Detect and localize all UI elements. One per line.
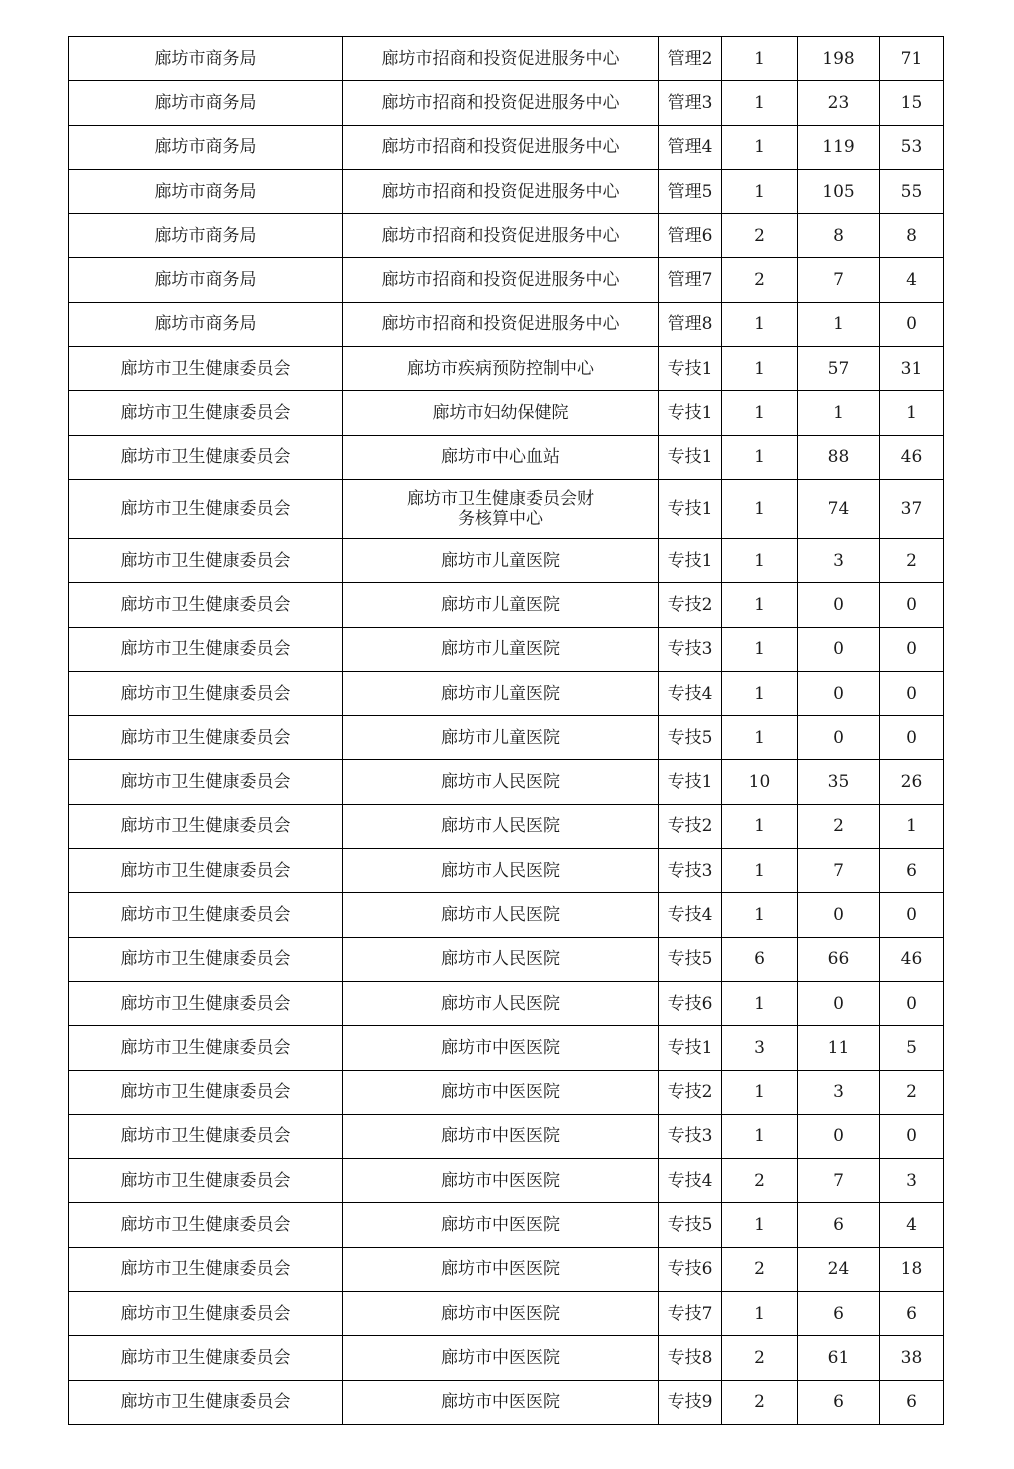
hiring-count-cell: 1 — [722, 435, 798, 479]
hiring-count-cell: 1 — [722, 391, 798, 435]
table-row — [69, 37, 944, 81]
position-code-cell: 专技3 — [659, 1114, 722, 1158]
department-cell: 廊坊市卫生健康委员会 — [69, 804, 343, 848]
approved-count-cell: 38 — [880, 1336, 944, 1380]
table-row — [69, 937, 944, 981]
position-code-cell: 专技1 — [659, 391, 722, 435]
table-row — [69, 1114, 944, 1158]
approved-count-cell: 0 — [880, 893, 944, 937]
hiring-count-cell: 1 — [722, 347, 798, 391]
position-code-cell: 专技2 — [659, 1070, 722, 1114]
unit-cell: 廊坊市中医医院 — [343, 1159, 659, 1203]
table-row — [69, 435, 944, 479]
unit-cell: 廊坊市人民医院 — [343, 760, 659, 804]
hiring-count-cell: 2 — [722, 214, 798, 258]
applicant-count-cell: 1 — [798, 302, 880, 346]
registration-table — [68, 36, 944, 1425]
applicant-count-cell: 0 — [798, 893, 880, 937]
position-code-cell: 专技1 — [659, 538, 722, 582]
approved-count-cell: 5 — [880, 1026, 944, 1070]
hiring-count-cell: 1 — [722, 1292, 798, 1336]
department-cell: 廊坊市卫生健康委员会 — [69, 1070, 343, 1114]
unit-cell: 廊坊市中心血站 — [343, 435, 659, 479]
position-code-cell: 专技1 — [659, 1026, 722, 1070]
hiring-count-cell: 2 — [722, 1380, 798, 1424]
hiring-count-cell: 1 — [722, 1203, 798, 1247]
department-cell: 廊坊市卫生健康委员会 — [69, 435, 343, 479]
approved-count-cell: 0 — [880, 981, 944, 1025]
unit-cell: 廊坊市招商和投资促进服务中心 — [343, 302, 659, 346]
approved-count-cell: 46 — [880, 937, 944, 981]
department-cell: 廊坊市商务局 — [69, 37, 343, 81]
table-row — [69, 81, 944, 125]
approved-count-cell: 71 — [880, 37, 944, 81]
department-cell: 廊坊市商务局 — [69, 169, 343, 213]
table-row — [69, 804, 944, 848]
approved-count-cell: 46 — [880, 435, 944, 479]
applicant-count-cell: 23 — [798, 81, 880, 125]
position-code-cell: 专技5 — [659, 1203, 722, 1247]
table-row — [69, 627, 944, 671]
department-cell: 廊坊市卫生健康委员会 — [69, 937, 343, 981]
hiring-count-cell: 1 — [722, 583, 798, 627]
hiring-count-cell: 1 — [722, 981, 798, 1025]
department-cell: 廊坊市商务局 — [69, 125, 343, 169]
applicant-count-cell: 2 — [798, 804, 880, 848]
unit-cell: 廊坊市招商和投资促进服务中心 — [343, 258, 659, 302]
table-row — [69, 583, 944, 627]
applicant-count-cell: 7 — [798, 849, 880, 893]
department-cell: 廊坊市卫生健康委员会 — [69, 347, 343, 391]
hiring-count-cell: 1 — [722, 716, 798, 760]
applicant-count-cell: 57 — [798, 347, 880, 391]
department-cell: 廊坊市卫生健康委员会 — [69, 1336, 343, 1380]
hiring-count-cell: 1 — [722, 302, 798, 346]
unit-cell: 廊坊市招商和投资促进服务中心 — [343, 169, 659, 213]
applicant-count-cell: 6 — [798, 1292, 880, 1336]
applicant-count-cell: 66 — [798, 937, 880, 981]
hiring-count-cell: 1 — [722, 804, 798, 848]
table-row — [69, 1026, 944, 1070]
unit-cell: 廊坊市招商和投资促进服务中心 — [343, 81, 659, 125]
approved-count-cell: 6 — [880, 1380, 944, 1424]
position-code-cell: 专技2 — [659, 804, 722, 848]
unit-cell: 廊坊市中医医院 — [343, 1026, 659, 1070]
unit-cell: 廊坊市中医医院 — [343, 1203, 659, 1247]
department-cell: 廊坊市卫生健康委员会 — [69, 391, 343, 435]
position-code-cell: 管理6 — [659, 214, 722, 258]
position-code-cell: 管理3 — [659, 81, 722, 125]
unit-cell: 廊坊市儿童医院 — [343, 671, 659, 715]
position-code-cell: 管理8 — [659, 302, 722, 346]
approved-count-cell: 15 — [880, 81, 944, 125]
approved-count-cell: 26 — [880, 760, 944, 804]
approved-count-cell: 0 — [880, 671, 944, 715]
table-row — [69, 893, 944, 937]
unit-cell: 廊坊市招商和投资促进服务中心 — [343, 125, 659, 169]
position-code-cell: 专技1 — [659, 479, 722, 538]
hiring-count-cell: 3 — [722, 1026, 798, 1070]
table-row — [69, 1247, 944, 1291]
department-cell: 廊坊市卫生健康委员会 — [69, 671, 343, 715]
applicant-count-cell: 0 — [798, 671, 880, 715]
approved-count-cell: 6 — [880, 849, 944, 893]
department-cell: 廊坊市卫生健康委员会 — [69, 479, 343, 538]
position-code-cell: 管理2 — [659, 37, 722, 81]
unit-cell: 廊坊市儿童医院 — [343, 716, 659, 760]
unit-cell: 廊坊市疾病预防控制中心 — [343, 347, 659, 391]
table-row — [69, 214, 944, 258]
position-code-cell: 专技6 — [659, 981, 722, 1025]
applicant-count-cell: 0 — [798, 716, 880, 760]
approved-count-cell: 37 — [880, 479, 944, 538]
table-row — [69, 302, 944, 346]
hiring-count-cell: 10 — [722, 760, 798, 804]
position-code-cell: 专技5 — [659, 716, 722, 760]
applicant-count-cell: 11 — [798, 1026, 880, 1070]
position-code-cell: 专技7 — [659, 1292, 722, 1336]
approved-count-cell: 0 — [880, 302, 944, 346]
applicant-count-cell: 74 — [798, 479, 880, 538]
unit-cell: 廊坊市中医医院 — [343, 1070, 659, 1114]
department-cell: 廊坊市卫生健康委员会 — [69, 849, 343, 893]
applicant-count-cell: 88 — [798, 435, 880, 479]
applicant-count-cell: 7 — [798, 258, 880, 302]
position-code-cell: 专技4 — [659, 1159, 722, 1203]
unit-cell: 廊坊市儿童医院 — [343, 627, 659, 671]
applicant-count-cell: 105 — [798, 169, 880, 213]
department-cell: 廊坊市卫生健康委员会 — [69, 1292, 343, 1336]
unit-cell: 廊坊市人民医院 — [343, 893, 659, 937]
table-row — [69, 1380, 944, 1424]
applicant-count-cell: 6 — [798, 1203, 880, 1247]
table-row — [69, 849, 944, 893]
approved-count-cell: 1 — [880, 804, 944, 848]
department-cell: 廊坊市卫生健康委员会 — [69, 1159, 343, 1203]
unit-cell: 廊坊市儿童医院 — [343, 538, 659, 582]
table-row — [69, 1070, 944, 1114]
hiring-count-cell: 1 — [722, 169, 798, 213]
position-code-cell: 专技1 — [659, 435, 722, 479]
department-cell: 廊坊市卫生健康委员会 — [69, 1380, 343, 1424]
unit-cell: 廊坊市人民医院 — [343, 804, 659, 848]
unit-cell: 廊坊市中医医院 — [343, 1114, 659, 1158]
hiring-count-cell: 1 — [722, 81, 798, 125]
hiring-count-cell: 1 — [722, 849, 798, 893]
unit-cell: 廊坊市儿童医院 — [343, 583, 659, 627]
department-cell: 廊坊市卫生健康委员会 — [69, 1026, 343, 1070]
unit-cell: 廊坊市招商和投资促进服务中心 — [343, 214, 659, 258]
unit-cell: 廊坊市中医医院 — [343, 1380, 659, 1424]
approved-count-cell: 53 — [880, 125, 944, 169]
hiring-count-cell: 1 — [722, 479, 798, 538]
hiring-count-cell: 6 — [722, 937, 798, 981]
approved-count-cell: 2 — [880, 1070, 944, 1114]
position-code-cell: 专技6 — [659, 1247, 722, 1291]
department-cell: 廊坊市卫生健康委员会 — [69, 716, 343, 760]
approved-count-cell: 4 — [880, 1203, 944, 1247]
position-code-cell: 管理5 — [659, 169, 722, 213]
applicant-count-cell: 8 — [798, 214, 880, 258]
approved-count-cell: 0 — [880, 716, 944, 760]
unit-cell: 廊坊市中医医院 — [343, 1336, 659, 1380]
position-code-cell: 专技8 — [659, 1336, 722, 1380]
applicant-count-cell: 24 — [798, 1247, 880, 1291]
applicant-count-cell: 0 — [798, 627, 880, 671]
hiring-count-cell: 1 — [722, 1070, 798, 1114]
department-cell: 廊坊市卫生健康委员会 — [69, 893, 343, 937]
applicant-count-cell: 198 — [798, 37, 880, 81]
position-code-cell: 管理4 — [659, 125, 722, 169]
unit-cell — [343, 479, 659, 538]
applicant-count-cell: 3 — [798, 1070, 880, 1114]
position-code-cell: 管理7 — [659, 258, 722, 302]
position-code-cell: 专技5 — [659, 937, 722, 981]
department-cell: 廊坊市商务局 — [69, 258, 343, 302]
approved-count-cell: 18 — [880, 1247, 944, 1291]
unit-cell: 廊坊市人民医院 — [343, 937, 659, 981]
applicant-count-cell: 1 — [798, 391, 880, 435]
approved-count-cell: 0 — [880, 1114, 944, 1158]
unit-cell: 廊坊市人民医院 — [343, 981, 659, 1025]
applicant-count-cell: 61 — [798, 1336, 880, 1380]
department-cell: 廊坊市卫生健康委员会 — [69, 1247, 343, 1291]
approved-count-cell: 3 — [880, 1159, 944, 1203]
position-code-cell: 专技3 — [659, 627, 722, 671]
table-row — [69, 716, 944, 760]
position-code-cell: 专技4 — [659, 893, 722, 937]
hiring-count-cell: 1 — [722, 627, 798, 671]
table-row — [69, 671, 944, 715]
hiring-count-cell: 2 — [722, 1159, 798, 1203]
department-cell: 廊坊市卫生健康委员会 — [69, 1114, 343, 1158]
table-row — [69, 125, 944, 169]
position-code-cell: 专技2 — [659, 583, 722, 627]
department-cell: 廊坊市卫生健康委员会 — [69, 1203, 343, 1247]
table-row — [69, 169, 944, 213]
hiring-count-cell: 1 — [722, 671, 798, 715]
approved-count-cell: 4 — [880, 258, 944, 302]
unit-cell: 廊坊市人民医院 — [343, 849, 659, 893]
position-code-cell: 专技3 — [659, 849, 722, 893]
department-cell: 廊坊市卫生健康委员会 — [69, 981, 343, 1025]
approved-count-cell: 0 — [880, 583, 944, 627]
position-code-cell: 专技4 — [659, 671, 722, 715]
department-cell: 廊坊市商务局 — [69, 214, 343, 258]
hiring-count-cell: 1 — [722, 893, 798, 937]
applicant-count-cell: 7 — [798, 1159, 880, 1203]
applicant-count-cell: 0 — [798, 1114, 880, 1158]
unit-cell: 廊坊市招商和投资促进服务中心 — [343, 37, 659, 81]
applicant-count-cell: 6 — [798, 1380, 880, 1424]
approved-count-cell: 2 — [880, 538, 944, 582]
applicant-count-cell: 0 — [798, 583, 880, 627]
table-row — [69, 1159, 944, 1203]
hiring-count-cell: 1 — [722, 1114, 798, 1158]
table-body — [69, 37, 944, 1425]
table-row — [69, 391, 944, 435]
hiring-count-cell: 1 — [722, 125, 798, 169]
table-row — [69, 347, 944, 391]
approved-count-cell: 6 — [880, 1292, 944, 1336]
unit-cell-text: 廊坊市卫生健康委员会财务核算中心 — [407, 488, 594, 529]
position-code-cell: 专技1 — [659, 347, 722, 391]
hiring-count-cell: 2 — [722, 258, 798, 302]
department-cell: 廊坊市商务局 — [69, 302, 343, 346]
applicant-count-cell: 0 — [798, 981, 880, 1025]
table-row — [69, 538, 944, 582]
approved-count-cell: 0 — [880, 627, 944, 671]
department-cell: 廊坊市卫生健康委员会 — [69, 760, 343, 804]
table-row — [69, 981, 944, 1025]
unit-cell: 廊坊市妇幼保健院 — [343, 391, 659, 435]
position-code-cell: 专技1 — [659, 760, 722, 804]
hiring-count-cell: 2 — [722, 1247, 798, 1291]
approved-count-cell: 8 — [880, 214, 944, 258]
approved-count-cell: 1 — [880, 391, 944, 435]
department-cell: 廊坊市卫生健康委员会 — [69, 627, 343, 671]
table-row — [69, 479, 944, 538]
applicant-count-cell: 3 — [798, 538, 880, 582]
applicant-count-cell: 35 — [798, 760, 880, 804]
department-cell: 廊坊市商务局 — [69, 81, 343, 125]
table-row — [69, 1336, 944, 1380]
table-row — [69, 1203, 944, 1247]
approved-count-cell: 31 — [880, 347, 944, 391]
approved-count-cell: 55 — [880, 169, 944, 213]
hiring-count-cell: 1 — [722, 538, 798, 582]
department-cell: 廊坊市卫生健康委员会 — [69, 538, 343, 582]
table-row — [69, 1292, 944, 1336]
position-code-cell: 专技9 — [659, 1380, 722, 1424]
table-row — [69, 258, 944, 302]
unit-cell: 廊坊市中医医院 — [343, 1247, 659, 1291]
applicant-count-cell: 119 — [798, 125, 880, 169]
hiring-count-cell: 1 — [722, 37, 798, 81]
department-cell: 廊坊市卫生健康委员会 — [69, 583, 343, 627]
hiring-count-cell: 2 — [722, 1336, 798, 1380]
unit-cell: 廊坊市中医医院 — [343, 1292, 659, 1336]
table-row — [69, 760, 944, 804]
